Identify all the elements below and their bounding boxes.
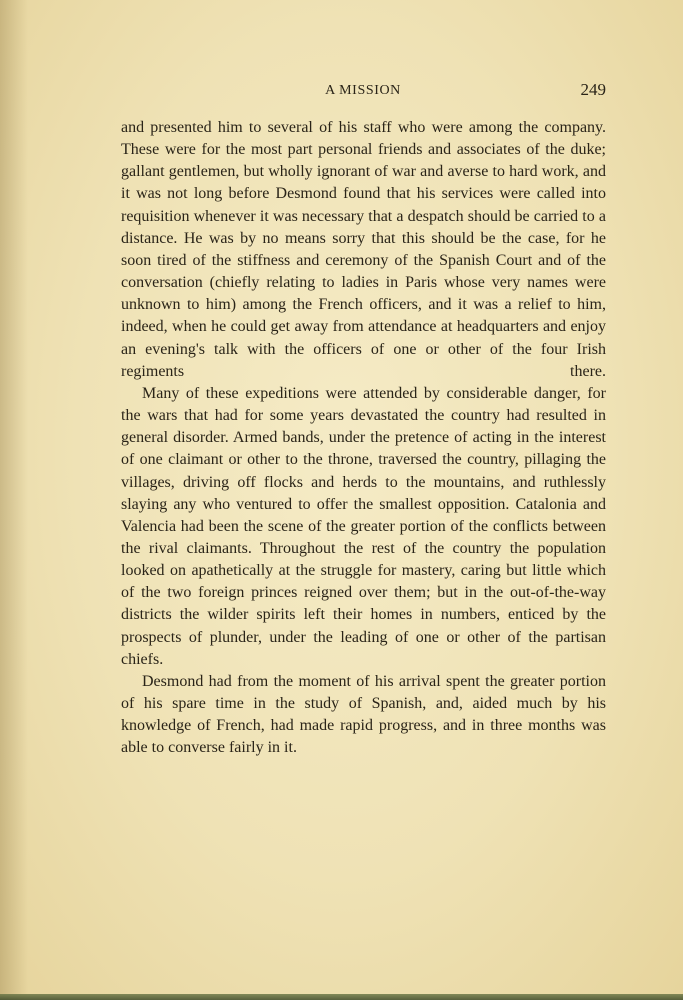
page-header xyxy=(120,80,606,102)
body-text xyxy=(121,117,606,760)
page-bottom-edge xyxy=(0,994,683,1000)
paragraph-3: Desmond had from the moment of his arrival spent the greater portion of his spare time in the study of Spanish, and, aided much by his knowledge of French, had made rapid progress, and in three months was able to converse fairly in it. xyxy=(121,672,606,757)
page-number: 249 xyxy=(580,80,606,99)
running-head: A MISSION xyxy=(325,83,401,98)
paragraph-1: and presented him to several of his staff who were among the company. These were for the most part personal friends and associates of the duke; gallant gentlemen, but wholly ignorant of war and averse to hard work, and it was not long before Desmond found that his services were called into requisition whenever it was necessary that a despatch should be carried to a distance. He was by no means sorry that this should be the case, for he soon tired of the stiffness and ceremony of the Spanish Court and of the conversation (chiefly relating to ladies in Paris whose very names were unknown to him) among the French officers, and it was a relief to him, indeed, when he could get away from attendance at headquarters and enjoy an evening's talk with the officers of one or other of the four Irish regiments there. xyxy=(121,119,606,380)
paragraph-2: Many of these expeditions were attended by considerable danger, for the wars that had for some years devastated the country had resulted in general disorder. Armed bands, under the pretence of acting in the interest of one claimant or other to the throne, traversed the country, pillaging the villages, driving off flocks and herds to the mountains, and ruthlessly slaying any who ventured to offer the smallest opposition. Catalonia and Valencia had been the scene of the greater portion of the conflicts between the rival claimants. Throughout the rest of the country the population looked on apathetically at the struggle for mastery, caring but little which of the two foreign princes reigned over them; but in the out-of-the-way districts the wilder spirits left their homes in numbers, enticed by the prospects of plunder, under the leading of one or other of the partisan chiefs. xyxy=(121,384,606,668)
binding-gutter-shadow xyxy=(0,0,28,1000)
